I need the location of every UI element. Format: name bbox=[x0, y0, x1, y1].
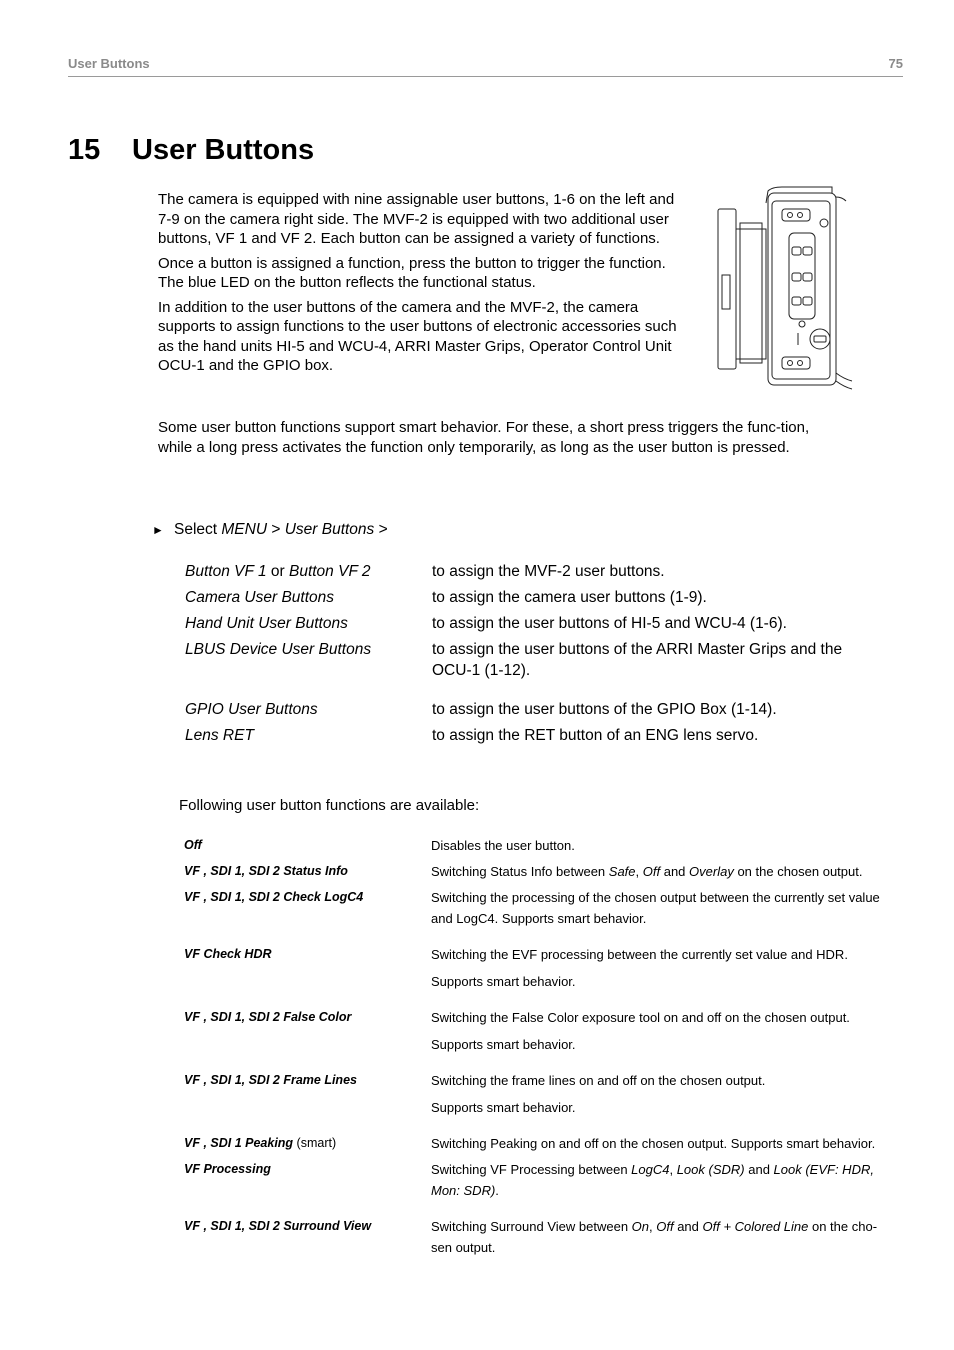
function-name: VF , SDI 1, SDI 2 Status Info bbox=[184, 864, 348, 878]
text-run: Supports smart behavior. bbox=[431, 1100, 576, 1115]
table-row bbox=[185, 613, 885, 634]
text-run: Switching VF Processing between bbox=[431, 1162, 632, 1177]
intro-paragraph: In addition to the user buttons of the camera and the MVF-2, the camera supports to assign functions to the user buttons of electronic accessories such as the hand units HI-5 and WCU-4, ARRI Master Grips, Operator Control Unit OCU-1 and the GPIO box. bbox=[158, 298, 677, 374]
menu-item-description: to assign the user buttons of the GPIO Box (1-14). bbox=[432, 701, 777, 718]
header-section-title: User Buttons bbox=[68, 56, 150, 71]
text-run: LogC4 bbox=[631, 1162, 670, 1177]
function-name bbox=[184, 1133, 431, 1154]
table-row bbox=[184, 835, 884, 856]
table-row bbox=[184, 861, 884, 882]
text-run: Off bbox=[642, 864, 661, 879]
table-row bbox=[184, 1216, 884, 1258]
text-run: on the cho-sen output. bbox=[431, 1219, 878, 1255]
menu-item-name: Lens RET bbox=[185, 727, 254, 744]
arrow-right-icon: ► bbox=[152, 523, 164, 537]
text-run: Safe bbox=[608, 864, 636, 879]
text-run: . bbox=[495, 1183, 499, 1198]
text-run: Overlay bbox=[689, 864, 734, 879]
text-run: Switching Status Info between bbox=[431, 864, 609, 879]
select-separator: > bbox=[267, 521, 285, 538]
text-run: Switching the frame lines on and off on the chosen output. bbox=[431, 1073, 766, 1088]
text-run: on the chosen output. bbox=[733, 864, 863, 879]
table-row bbox=[185, 561, 885, 582]
menu-item-description: to assign the RET button of an ENG lens servo. bbox=[432, 727, 759, 744]
function-description bbox=[431, 1070, 881, 1118]
function-description bbox=[431, 944, 881, 992]
intro-paragraph: The camera is equipped with nine assignable user buttons, 1-6 on the left and 7-9 on the camera right side. The MVF-2 is equipped with two additional user buttons, VF 1 and VF 2. Each button can be assigned a variety of functions. bbox=[158, 191, 675, 247]
text-run: Switching the False Color exposure tool on and off on the chosen output. bbox=[431, 1010, 850, 1025]
text-run: Look (EVF: HDR, Mon: SDR) bbox=[431, 1162, 874, 1198]
menu-item-description: to assign the MVF-2 user buttons. bbox=[432, 563, 665, 580]
function-name: VF Check HDR bbox=[184, 947, 272, 961]
table-row bbox=[184, 1007, 884, 1055]
text-run: and bbox=[673, 1219, 703, 1234]
text-run: Look (SDR) bbox=[676, 1162, 745, 1177]
menu-item-description: to assign the camera user buttons (1-9). bbox=[432, 589, 707, 606]
select-separator: > bbox=[374, 521, 388, 538]
table-row bbox=[185, 639, 885, 681]
function-description bbox=[431, 1159, 881, 1201]
select-path: User Buttons bbox=[284, 521, 375, 538]
functions-table bbox=[184, 835, 884, 1263]
table-row bbox=[184, 1070, 884, 1118]
table-row bbox=[184, 1159, 884, 1201]
function-description bbox=[431, 861, 881, 882]
chapter-title: User Buttons bbox=[132, 134, 315, 166]
smart-behavior-text: Some user button functions support smart behavior. For these, a short press triggers the func-tion, while a long press activates the function only temporarily, as long as the user button is pressed. bbox=[158, 419, 810, 456]
table-row bbox=[184, 944, 884, 992]
table-row bbox=[184, 1133, 884, 1154]
chapter-number: 15 bbox=[68, 134, 101, 166]
text-run: Off + Colored Line bbox=[702, 1219, 809, 1234]
menu-item-name bbox=[185, 561, 432, 582]
page-header bbox=[68, 56, 903, 77]
select-prefix: Select bbox=[174, 521, 222, 538]
menu-items-table bbox=[185, 561, 885, 751]
text-run: , bbox=[649, 1219, 657, 1234]
intro-paragraph: Once a button is assigned a function, press the button to trigger the function. The blue LED on the button reflects the functional status. bbox=[158, 254, 666, 291]
text-run: Switching the EVF processing between the currently set value and HDR. bbox=[431, 947, 848, 962]
function-name: Off bbox=[184, 838, 202, 852]
function-description bbox=[431, 1216, 881, 1258]
function-name: VF , SDI 1, SDI 2 False Color bbox=[184, 1010, 352, 1024]
table-row bbox=[185, 725, 885, 746]
text-run: Switching Surround View between bbox=[431, 1219, 632, 1234]
function-description: Switching the processing of the chosen output between the currently set value and LogC4. Supports smart behavior. bbox=[431, 890, 880, 926]
text-run: , bbox=[669, 1162, 677, 1177]
function-name: VF , SDI 1, SDI 2 Check LogC4 bbox=[184, 890, 364, 904]
text-run: and bbox=[660, 864, 690, 879]
text-run: Supports smart behavior. bbox=[431, 1037, 576, 1052]
functions-intro: Following user button functions are available: bbox=[179, 797, 480, 814]
text-run: and bbox=[744, 1162, 774, 1177]
text-run: , bbox=[635, 864, 643, 879]
select-menu: MENU bbox=[221, 521, 268, 538]
camera-user-buttons-illustration bbox=[712, 183, 854, 398]
menu-item-name: GPIO User Buttons bbox=[185, 701, 318, 718]
text-run: VF , SDI 1 Peaking bbox=[184, 1136, 294, 1150]
table-row bbox=[184, 887, 884, 929]
menu-item-description: to assign the user buttons of HI-5 and WCU-4 (1-6). bbox=[432, 615, 787, 632]
menu-path-instruction bbox=[152, 521, 388, 539]
menu-item-name: LBUS Device User Buttons bbox=[185, 641, 372, 658]
text-run: Supports smart behavior. bbox=[431, 974, 576, 989]
menu-item-name: Camera User Buttons bbox=[185, 589, 335, 606]
menu-item-name-a: Button VF 1 bbox=[185, 563, 267, 580]
function-description: Switching Peaking on and off on the chosen output. Supports smart behavior. bbox=[431, 1136, 876, 1151]
menu-item-or: or bbox=[266, 563, 289, 580]
menu-item-name-b: Button VF 2 bbox=[288, 563, 371, 580]
function-name: VF Processing bbox=[184, 1162, 271, 1176]
text-run: Off bbox=[656, 1219, 674, 1234]
function-description bbox=[431, 1007, 881, 1055]
text-run: On bbox=[631, 1219, 649, 1234]
function-name: VF , SDI 1, SDI 2 Frame Lines bbox=[184, 1073, 357, 1087]
text-run: (smart) bbox=[293, 1136, 337, 1150]
table-row bbox=[185, 699, 885, 720]
menu-item-name: Hand Unit User Buttons bbox=[185, 615, 348, 632]
table-row bbox=[185, 587, 885, 608]
menu-item-description: to assign the user buttons of the ARRI Master Grips and the OCU-1 (1-12). bbox=[432, 641, 843, 679]
function-name: VF , SDI 1, SDI 2 Surround View bbox=[184, 1219, 372, 1233]
function-description: Disables the user button. bbox=[431, 838, 575, 853]
page-number: 75 bbox=[888, 56, 903, 71]
intro-text bbox=[158, 190, 683, 381]
